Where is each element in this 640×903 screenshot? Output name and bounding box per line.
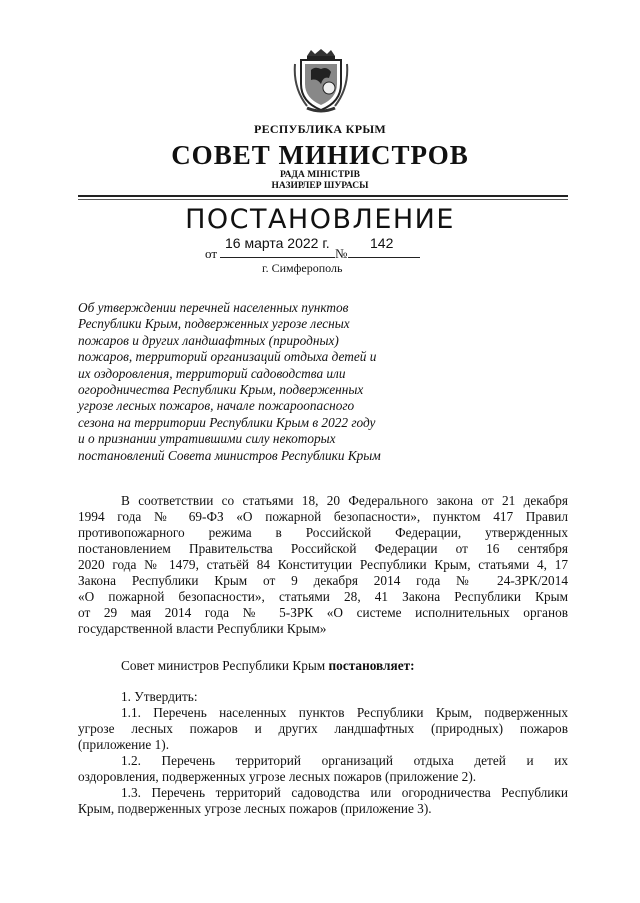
decree-items	[78, 689, 568, 817]
item-approve: 1. Утвердить:	[121, 689, 198, 704]
header-divider-thick	[78, 195, 568, 197]
republic-title: РЕСПУБЛИКА КРЫМ	[253, 122, 387, 136]
subject-line: и о признании утратившими силу некоторых	[78, 431, 336, 447]
preamble-line: В соответствии со статьями 18, 20 Федерального закона от 21 декабря	[121, 493, 568, 508]
date-number-line	[205, 236, 435, 262]
decree-verb: постановляет:	[328, 658, 415, 673]
decree-statement	[78, 658, 568, 674]
decree-lead: Совет министров Республики Крым	[121, 658, 326, 673]
preamble-line: постановлением Правительства Российской Федерации от 16 сентября	[78, 541, 568, 556]
number-underline	[348, 257, 420, 258]
document-subject	[78, 300, 418, 464]
preamble-line: 1994 года № 69-ФЗ «О пожарной безопасности», пунктом 417 Правил	[78, 509, 568, 524]
council-title-ukrainian: РАДА МІНІСТРІВ	[279, 170, 360, 180]
header-divider-thin	[78, 199, 568, 200]
subject-line: угрозе лесных пожаров, начале пожароопасного	[78, 398, 355, 414]
item-1-1-line: угрозе лесных пожаров и других ландшафтных (природных) пожаров	[78, 721, 568, 736]
subject-line: пожаров и других ландшафтных (природных)	[78, 332, 339, 348]
item-1-2-line: оздоровления, подверженных угрозе лесных пожаров (приложение 2).	[78, 769, 477, 784]
preamble-line: от 29 мая 2014 года № 5-ЗРК «О системе исполнительных органов	[78, 605, 568, 620]
subject-line: огородничества Республики Крым, подверженных	[78, 382, 364, 398]
document-date: 16 марта 2022 г.	[225, 235, 330, 251]
document-number: 142	[370, 235, 394, 251]
subject-line: Республики Крым, подверженных угрозе лесных	[78, 316, 350, 332]
preamble-line: государственной власти Республики Крым»	[78, 621, 327, 636]
item-1-3-line: 1.3. Перечень территорий садоводства или огородничества Республики	[121, 785, 568, 800]
preamble-line: 2020 года № 1479, статьёй 84 Конституции Республики Крым, статьями 4, 17	[78, 557, 568, 572]
number-prefix: №	[335, 246, 348, 261]
council-title: СОВЕТ МИНИСТРОВ	[171, 140, 469, 170]
item-1-1-line: (приложение 1).	[78, 737, 170, 752]
date-underline	[220, 257, 335, 258]
subject-line: пожаров, территорий организаций отдыха детей и	[78, 349, 377, 365]
preamble-line: Закона Республики Крым от 9 декабря 2014 года № 24-ЗРК/2014	[78, 573, 568, 588]
document-type-title: ПОСТАНОВЛЕНИЕ	[185, 204, 455, 235]
date-prefix: от	[205, 246, 218, 261]
coat-of-arms-emblem	[293, 48, 349, 114]
subject-line: сезона на территории Республики Крым в 2022 году	[78, 414, 376, 430]
subject-line: их оздоровления, территорий садоводства или	[78, 365, 346, 381]
subject-line: Об утверждении перечней населенных пунктов	[78, 300, 349, 315]
item-1-2-line: 1.2. Перечень территорий организаций отдыха детей и их	[121, 753, 568, 768]
subject-line: постановлений Совета министров Республики Крым	[78, 447, 381, 463]
preamble-line: «О пожарной безопасности», статьями 28, 41 Закона Республики Крым	[78, 589, 568, 604]
council-title-crimean-tatar: НАЗИРЛЕР ШУРАСЫ	[271, 181, 369, 191]
preamble-line: противопожарного режима в Российской Федерации, утвержденных	[78, 525, 568, 540]
document-city: г. Симферополь	[262, 261, 343, 275]
item-1-3-line: Крым, подверженных угрозе лесных пожаров (приложение 3).	[78, 801, 432, 816]
item-1-1-line: 1.1. Перечень населенных пунктов Республики Крым, подверженных	[121, 705, 568, 720]
preamble-paragraph	[78, 493, 568, 637]
